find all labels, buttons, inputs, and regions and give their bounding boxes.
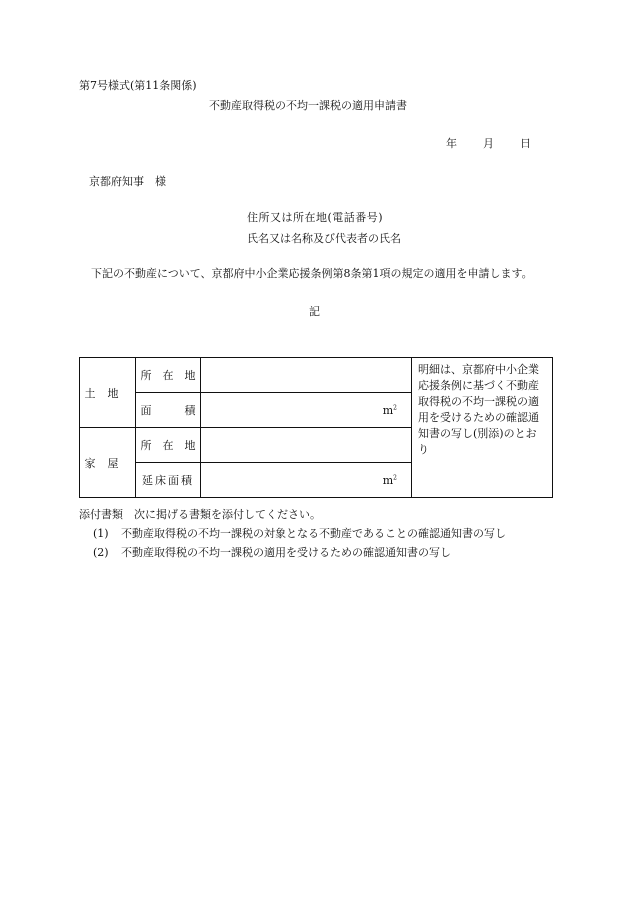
land-category: 土地	[80, 358, 136, 428]
land-area-field[interactable]	[201, 393, 412, 428]
house-category: 家屋	[80, 428, 136, 498]
date-day-label: 日	[520, 137, 531, 150]
form-number: 第7号様式(第11条関係)	[79, 79, 197, 92]
land-location-label: 所 在 地	[136, 358, 201, 393]
date-month-label: 月	[483, 137, 494, 150]
land-area-label: 面 積	[136, 393, 201, 428]
application-statement: 下記の不動産について、京都府中小企業応援条例第8条第1項の規定の適用を申請します。	[91, 267, 533, 280]
land-location-field[interactable]	[201, 358, 412, 393]
attachment-item-text: 不動産取得税の不均一課税の対象となる不動産であることの確認通知書の写し	[121, 527, 506, 540]
land-area-unit: m	[382, 403, 394, 417]
attachments-heading: 添付書類 次に掲げる書類を添付してください。	[79, 508, 321, 521]
attachment-item-number: (1)	[93, 527, 109, 540]
details-note: 明細は、京都府中小企業応援条例に基づく不動産取得税の不均一課税の適用を受けるための確認通知書の写し(別添)のとおり	[412, 358, 553, 498]
ki-heading: 記	[309, 305, 320, 318]
attachment-item-text: 不動産取得税の不均一課税の適用を受けるための確認通知書の写し	[121, 546, 451, 559]
applicant-address-label: 住所又は所在地(電話番号)	[247, 211, 384, 224]
house-location-label: 所 在 地	[136, 428, 201, 463]
attachment-item	[93, 547, 451, 558]
house-location-field[interactable]	[201, 428, 412, 463]
date-year-label: 年	[446, 137, 457, 150]
land-area-unit-sup: 2	[393, 403, 397, 411]
attachment-item-number: (2)	[93, 546, 109, 559]
house-floor-area-field[interactable]	[201, 463, 412, 498]
attachment-item	[93, 528, 506, 539]
document-title: 不動産取得税の不均一課税の適用申請書	[209, 99, 407, 112]
house-floor-area-label: 延床面積	[136, 463, 201, 498]
applicant-name-label: 氏名又は名称及び代表者の氏名	[247, 232, 401, 245]
house-area-unit: m	[382, 473, 394, 487]
date-line	[446, 138, 531, 149]
property-table	[79, 357, 553, 498]
house-area-unit-sup: 2	[393, 473, 397, 481]
addressee: 京都府知事 様	[89, 175, 166, 188]
